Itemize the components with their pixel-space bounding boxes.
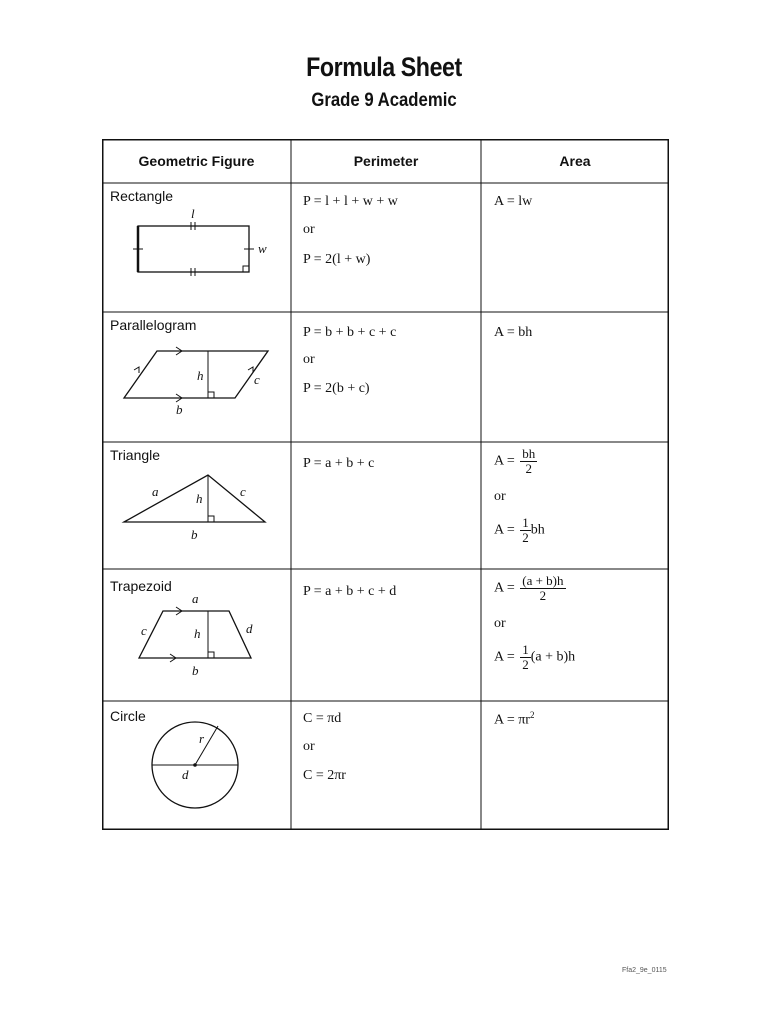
area-text: A = πr — [494, 712, 530, 728]
label-w: w — [258, 241, 267, 256]
label-d: d — [246, 621, 253, 636]
header-geometric-figure: Geometric Figure — [138, 153, 255, 169]
fraction-numerator: 1 — [522, 642, 529, 657]
formula-line: P = l + l + w + w — [303, 194, 398, 209]
area-lhs: A = — [494, 580, 515, 596]
page-subtitle: Grade 9 Academic — [311, 90, 457, 111]
label-b: b — [192, 663, 199, 678]
formula-line: C = 2πr — [303, 768, 346, 783]
area-lhs: A = — [494, 649, 515, 665]
fraction — [520, 574, 565, 603]
figure-name-triangle: Triangle — [110, 447, 161, 463]
area-tail: (a + b)h — [530, 649, 576, 665]
area-lhs: A = — [494, 522, 515, 538]
label-b: b — [191, 527, 198, 542]
formula-line: C = πd — [303, 711, 342, 726]
label-a: a — [192, 591, 199, 606]
triangle-diagram — [112, 469, 282, 549]
fraction — [520, 516, 531, 545]
area-formula-1 — [494, 574, 566, 603]
label-h: h — [197, 368, 204, 383]
or-text: or — [494, 489, 506, 504]
header-area: Area — [559, 153, 591, 169]
area-lhs: A = — [494, 453, 515, 469]
figure-name-trapezoid: Trapezoid — [110, 578, 172, 594]
page-title: Formula Sheet — [306, 52, 462, 82]
formula-line: A = bh — [494, 325, 533, 340]
fraction-denominator: 2 — [522, 530, 529, 545]
formula-line — [494, 710, 534, 729]
label-r: r — [199, 731, 205, 746]
area-tail: bh — [530, 522, 545, 538]
label-d: d — [182, 767, 189, 782]
or-text: or — [303, 739, 315, 754]
label-c: c — [141, 623, 147, 638]
area-formula-2 — [494, 516, 545, 545]
fraction-denominator: 2 — [539, 588, 547, 603]
header-perimeter: Perimeter — [353, 153, 419, 169]
circle-diagram — [112, 717, 282, 827]
label-a: a — [152, 484, 159, 499]
fraction — [520, 643, 531, 672]
figure-name-rectangle: Rectangle — [110, 188, 174, 204]
formula-line: P = a + b + c + d — [303, 584, 397, 599]
or-text: or — [303, 352, 315, 367]
label-c: c — [240, 484, 246, 499]
figure-name-parallelogram: Parallelogram — [110, 317, 197, 333]
parallelogram-diagram — [112, 345, 282, 425]
formula-line: P = b + b + c + c — [303, 325, 397, 340]
formula-line: A = lw — [494, 194, 533, 209]
fraction — [520, 447, 537, 476]
fraction-numerator: (a + b)h — [522, 573, 564, 588]
formula-table — [102, 139, 669, 830]
label-h: h — [196, 491, 203, 506]
rectangle-diagram — [112, 205, 282, 277]
fraction-numerator: 1 — [522, 515, 529, 530]
document-code: Ffa2_9e_0115 — [622, 967, 667, 974]
formula-line: P = 2(l + w) — [303, 252, 371, 267]
fraction-denominator: 2 — [522, 657, 529, 672]
formula-line: P = 2(b + c) — [303, 381, 370, 396]
label-h: h — [194, 626, 201, 641]
trapezoid-diagram — [112, 591, 282, 681]
label-b: b — [176, 402, 183, 417]
area-formula-1 — [494, 447, 537, 476]
fraction-denominator: 2 — [525, 461, 532, 476]
exponent: 2 — [529, 710, 535, 720]
formula-line: P = a + b + c — [303, 456, 375, 471]
figure-name-circle: Circle — [110, 708, 146, 724]
or-text: or — [494, 616, 506, 631]
label-l: l — [191, 206, 195, 221]
fraction-numerator: bh — [522, 446, 536, 461]
area-formula-2 — [494, 643, 575, 672]
or-text: or — [303, 222, 315, 237]
label-c: c — [254, 372, 260, 387]
